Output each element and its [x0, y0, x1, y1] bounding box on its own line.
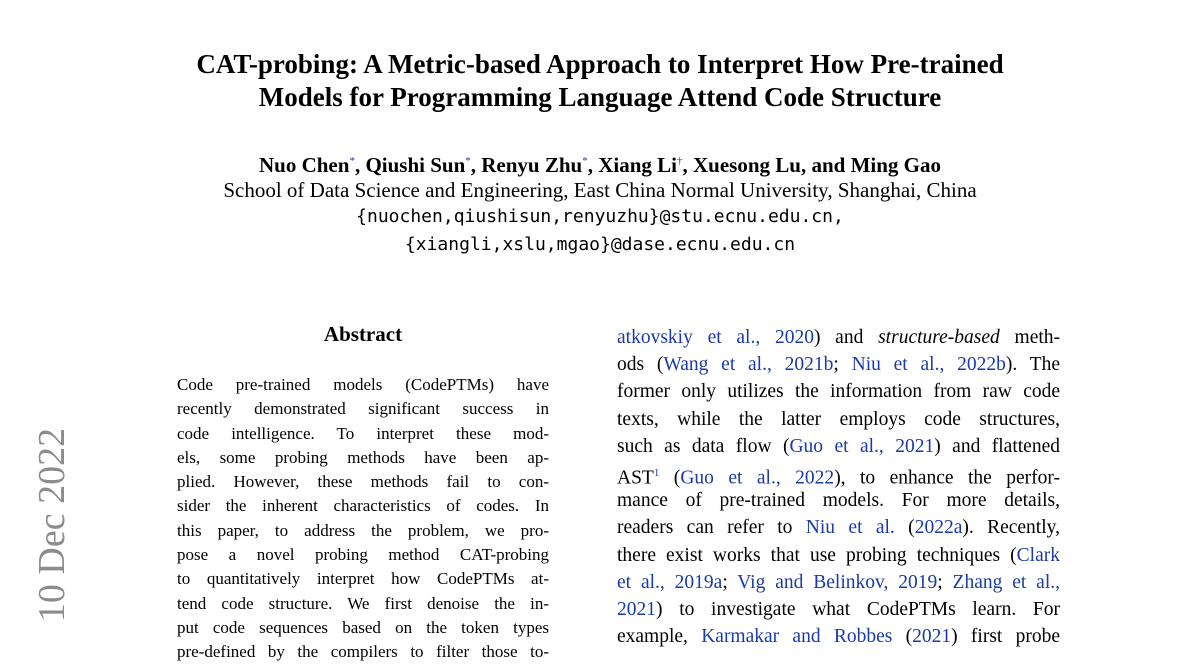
- body-line: mance of pre-trained models. For more details,: [617, 490, 1060, 512]
- author-name: , Xuesong Lu, and Ming Gao: [682, 153, 941, 177]
- citation-link[interactable]: 2021: [617, 598, 656, 620]
- author-name: , Renyu Zhu: [470, 153, 583, 177]
- footnote-mark[interactable]: †: [677, 155, 683, 167]
- abstract-line: this paper, to address the problem, we pro-: [177, 520, 549, 540]
- citation-link[interactable]: Karmakar and Robbes: [701, 626, 893, 648]
- citation-link[interactable]: Guo et al., 2022: [680, 467, 835, 489]
- abstract-line: code intelligence. To interpret these mod-: [177, 423, 549, 443]
- abstract-line: recently demonstrated significant success in: [177, 399, 549, 419]
- abstract-line: pose a novel probing method CAT-probing: [177, 545, 549, 565]
- author-name: Nuo Chen: [258, 153, 350, 177]
- citation-link[interactable]: Vig and Belinkov, 2019: [737, 571, 938, 593]
- title-line-1: CAT-probing: A Metric-based Approach to Interpret How Pre-trained: [196, 49, 1004, 79]
- abstract-body: [177, 373, 549, 665]
- body-line: AST$^1$ (Guo et al., 2022), to enhance the perfor-: [617, 466, 1061, 489]
- citation-link[interactable]: 2022a: [914, 517, 963, 539]
- body-line: et al., 2019a; Vig and Belinkov, 2019; Zhang et al.,: [617, 571, 1060, 593]
- intro-body: [617, 324, 1060, 650]
- body-line: readers can refer to Niu et al. (2022a). Recently,: [617, 517, 1060, 539]
- citation-link[interactable]: 2021: [912, 626, 952, 648]
- email-line-1: {nuochen,qiushisun,renyuzhu}@stu.ecnu.edu.cn,: [356, 206, 844, 227]
- abstract-heading: Abstract: [323, 322, 403, 346]
- citation-link[interactable]: Wang et al., 2021b: [663, 354, 834, 376]
- citation-link[interactable]: Niu et al., 2022b: [851, 354, 1006, 376]
- footnote-mark[interactable]: *: [582, 155, 588, 167]
- author-list: [100, 147, 1100, 179]
- arxiv-date-stamp: [22, 420, 82, 630]
- author-name: , Qiushi Sun: [354, 153, 466, 177]
- abstract-line: Code pre-trained models (CodePTMs) have: [177, 375, 549, 394]
- citation-link[interactable]: Clark: [1016, 544, 1060, 566]
- footnote-mark[interactable]: *: [465, 155, 471, 167]
- body-line: 2021) to investigate what CodePTMs learn. For: [617, 598, 1060, 620]
- emphasis: structure-based: [878, 327, 1000, 348]
- citation-link[interactable]: et al., 2019a: [617, 571, 723, 593]
- abstract-line: tend code structure. We first denoise the in-: [177, 593, 549, 613]
- body-line: former only utilizes the information from raw code: [617, 381, 1060, 403]
- footnote-link[interactable]: 1: [653, 466, 660, 479]
- body-line: texts, while the latter employs code structures,: [617, 408, 1060, 430]
- body-line: atkovskiy et al., 2020) and structure-based meth-: [617, 327, 1061, 348]
- abstract-line: to quantitatively interpret how CodePTMs at-: [177, 569, 549, 589]
- abstract-line: els, some probing methods have been ap-: [177, 447, 549, 467]
- body-line: such as data flow (Guo et al., 2021) and flattened: [617, 435, 1060, 457]
- citation-link[interactable]: atkovskiy et al., 2020: [617, 327, 814, 348]
- body-line: ods (Wang et al., 2021b; Niu et al., 2022b). The: [617, 354, 1060, 376]
- abstract-line: plied. However, these methods fail to con-: [177, 472, 549, 492]
- body-line: example, Karmakar and Robbes (2021) first probe: [617, 626, 1060, 648]
- citation-link[interactable]: Guo et al., 2021: [789, 435, 935, 457]
- author-name: , Xiang Li: [587, 153, 678, 177]
- affiliation: School of Data Science and Engineering, East China Normal University, Shanghai, China: [223, 178, 977, 202]
- citation-link[interactable]: Zhang et al.,: [952, 571, 1060, 593]
- email-line-2: {xiangli,xslu,mgao}@dase.ecnu.edu.cn: [404, 234, 796, 255]
- abstract-line: put code sequences based on the token types: [177, 617, 549, 637]
- citation-link[interactable]: Niu et al.: [805, 517, 895, 539]
- title-line-2: Models for Programming Language Attend Code Structure: [258, 82, 942, 112]
- paper-title: [100, 48, 1100, 114]
- footnote-mark[interactable]: *: [349, 155, 355, 167]
- body-line: there exist works that use probing techniques (Clark: [617, 544, 1060, 566]
- abstract-line: pre-defined by the compilers to filter those to-: [177, 642, 549, 662]
- arxiv-date-text: 10 Dec 2022: [31, 427, 73, 623]
- abstract-line: sider the inherent characteristics of codes. In: [177, 496, 549, 516]
